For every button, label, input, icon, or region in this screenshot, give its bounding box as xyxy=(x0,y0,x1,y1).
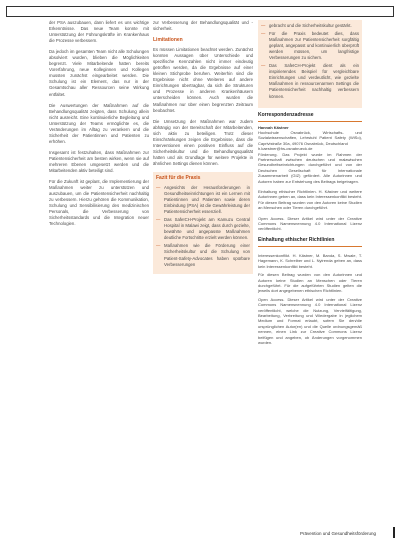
list-item: — Das SafeICH-Projekt am Kamuzu Central Hospital in Malawi zeigt, dass durch gezielte, bewährte und angepasste Maßnahmen deutliche Fortschritte erzielt werden können. xyxy=(156,217,250,241)
header-bar xyxy=(6,6,394,17)
ethics-title: Einhaltung ethischer Richtlinien xyxy=(258,236,335,243)
footer-marker xyxy=(393,527,395,538)
list-item: — Für die Praxis bedeutet dies, dass Maßnahmen zur Patientensicherheit sorgfältig geplant, angepasst und kontinuierlich überprüft werden müssen, um langfristige Verbesserungen zu sichern. xyxy=(261,31,359,61)
paragraph: Die Umsetzung der Maßnahmen war zudem abhängig von der Bereitschaft der Mitarbeitenden, sich aktiv zu beteiligen. Trotz dieser Einschränkungen zeigen die Ergebnisse, dass die Interventionen einen positiven Einfluss auf die Sicherheitskultur und die Behandlungsqualität hatten und als Grundlage für weitere Projekte in ähnlichen Settings dienen können. xyxy=(153,118,253,166)
list-item: — Angesichts der Herausforderungen in Gesundheitseinrichtungen ist ein Lernen mit Patientinnen und Patienten sowie deren Einbindung (PSA) ist die Gewährleistung der Patientensicherheit essenziell. xyxy=(156,185,250,215)
list-item: — gebracht und die Sicherheitskultur gestärkt. xyxy=(261,23,359,29)
list-item: — Das SafeICH-Projekt dient als ein inspirierendes Beispiel für vergleichbare Einrichtungen und verdeutlicht, wie gezielte Maßnahmen in ressourcenarmen Settings die Patientensicherheit nachhaltig verbessern können. xyxy=(261,63,359,99)
paragraph: Insgesamt ist festzuhalten, dass Maßnahmen zur Patientensicherheit am besten wirken, wenn sie auf mehreren Ebenen umgesetzt werden und die Mitarbeitenden aktiv beteiligt sind. xyxy=(49,149,149,174)
paragraph: Die Auswertungen der Maßnahmen auf die Behandlungsqualität zeigten, dass Schulung allein nicht ausreicht. Eine kontinuierliche Begleitung und Unterstützung der Teams ermöglichte es, die Veränderungen im Alltag zu verankern und die Sicherheit der Patientinnen und Patienten zu erhöhen. xyxy=(49,102,149,144)
conclusion-list xyxy=(156,185,250,268)
paragraph: der PSA auszubauen, dann liefert es uns wichtige Erkenntnisse. Das neue Team konnte mit Unterstützung der Führungskräfte im Krankenhaus die Prozesse verbessern. xyxy=(49,20,149,44)
journal-footer: Prävention und Gesundheitsförderung xyxy=(300,531,377,536)
paragraph: Open Access. Dieser Artikel wird unter der Creative Commons Namensnennung 4.0 International Lizenz veröffentlicht, welche die Nutzung, Vervielfältigung, Bearbeitung, Verbreitung und Wiedergabe in jeglichem Medium und Format erlaubt, sofern Sie den/die ursprünglichen Autor(en) und die Quelle ordnungsgemäß nennen, einen Link zur Creative Commons Lizenz beifügen und angeben, ob Änderungen vorgenommen wurden. xyxy=(258,296,362,345)
paragraph: Für die Zukunft ist geplant, die Implementierung der Maßnahmen weiter zu unterstützen und auszubauen, um die Patientensicherheit nachhaltig zu verbessern. Hierzu gehören die Kommunikation, Schulung und Sensibilisierung des medizinischen Personals, die Verbesserung von Sicherheitsstandards und die Integration neuer Technologien. xyxy=(49,179,149,227)
conclusion-heading: Fazit für die Praxis xyxy=(156,174,201,181)
column-2 xyxy=(153,20,253,274)
conclusion-box-continued xyxy=(258,20,362,108)
author-name: Hannah Kästner xyxy=(258,124,289,130)
paragraph: Da jedoch im gesamten Team nicht alle Schulungen absolviert wurden, blieben die Möglichkeiten begrenzt. Viele Mitarbeitende hatten bereits Vorerfahrung, neue Kolleginnen und Kollegen mussten zunächst eingearbeitet werden. Die Schulung ist ein Element, das nur in der Gesamtschau aller Ressourcen seine Wirkung entfaltet. xyxy=(49,49,149,97)
funding-note: Förderung. Das Projekt wurde im Rahmen der Partnerschaft zwischen deutschen und malawischen Gesundheitseinrichtungen durchgeführt und von der Deutschen Gesellschaft für Internationale Zusammenarbeit (GIZ) gefördert. Alle Autorinnen und Autoren haben zur Entstehung des Beitrags beigetragen. xyxy=(258,151,362,184)
limitations-heading: Limitationen xyxy=(153,37,183,44)
author-email[interactable]: h.kaestner@hs-osnabrueck.de xyxy=(258,146,313,152)
ethics-section xyxy=(258,253,362,346)
access-note: Open Access. Dieser Artikel wird unter der Creative Commons Namensnennung 4.0 International Lizenz veröffentlicht. xyxy=(258,215,362,232)
paragraph: Es müssen Limitationen beachtet werden. Zunächst konnten Aussagen über Unterschiede und spezifische Kennzahlen nicht immer eindeutig getroffen werden, da die Ergebnisse auf einer kleinen Stichprobe beruhen. Weiterhin sind die Ergebnisse nicht ohne Weiteres auf andere Einrichtungen übertragbar, da sich die Strukturen und Prozesse in anderen Krankenhäusern unterscheiden können. Auch wurden die Maßnahmen nur über einen begrenzten Zeitraum beobachtet. xyxy=(153,47,253,113)
column-3 xyxy=(258,20,362,348)
column-1 xyxy=(49,20,149,232)
divider xyxy=(258,121,362,122)
divider xyxy=(258,246,362,247)
list-item: — Maßnahmen wie die Förderung einer Sicherheitskultur und die Schulung von Patient-Safety-Advocates haben spürbare Verbesserungen xyxy=(156,243,250,267)
correspondence-title: Korrespondenzadresse xyxy=(258,111,314,118)
paragraph: zur Verbesserung der Behandlungsqualität und -sicherheit. xyxy=(153,20,253,32)
conclusion-box xyxy=(153,172,253,274)
paragraph: Interessenkonflikt. H. Kästner, M. Banda, S. Mwale, T. Hagemann, K. Schreiber und L. Nyirenda geben an, dass kein Interessenkonflikt besteht. xyxy=(258,252,362,269)
paragraph: Für diesen Beitrag wurden von den Autorinnen und Autoren keine Studien an Menschen oder Tieren durchgeführt. Für die aufgeführten Studien gelten die jeweils dort angegebenen ethischen Richtlinien. xyxy=(258,272,362,294)
author-address: Hochschule Osnabrück, Wirtschafts- und Sozialwissenschaften, Lehrstuhl Patient Safety (WiSo), Caprivistraße 30a, 49076 Osnabrück, Deutschland xyxy=(258,129,362,146)
conclusion-list-continued xyxy=(261,23,359,100)
conflict-note: Einhaltung ethischer Richtlinien. H. Kästner und weitere Autorinnen geben an, dass kein Interessenkonflikt besteht. Für diesen Beitrag wurden von den Autoren keine Studien an Menschen oder Tieren durchgeführt. xyxy=(258,189,362,211)
